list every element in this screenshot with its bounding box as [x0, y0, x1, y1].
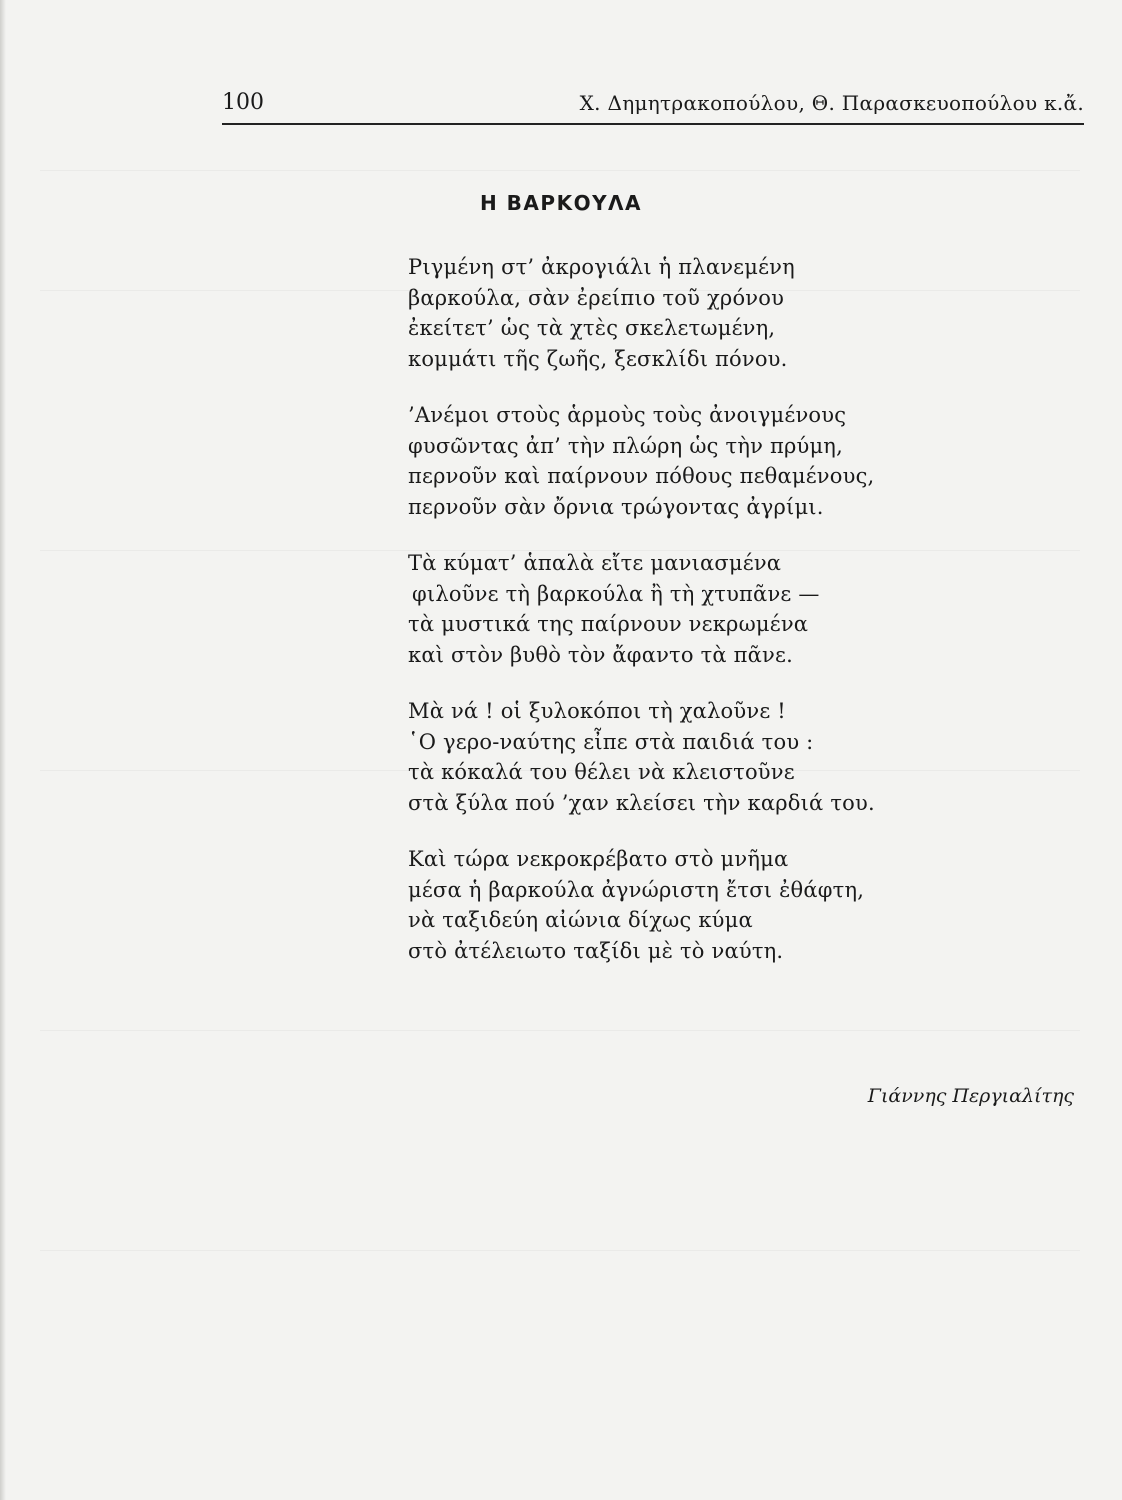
verse-line: ’Ανέμοι στοὺς ἁρμοὺς τοὺς ἀνοιγμένους [408, 403, 847, 427]
poem-body [408, 252, 968, 992]
poem-author: Γιάννης Περγιαλίτης [867, 1085, 1074, 1107]
verse-line: Μὰ νά ! οἱ ξυλοκόποι τὴ χαλοῦνε ! [408, 699, 786, 723]
page-binding-edge [0, 0, 6, 1500]
poem-title: Η ΒΑΡΚΟΥΛΑ [479, 191, 643, 215]
verse-line: περνοῦν καὶ παίρνουν πόθους πεθαμένους, [408, 464, 875, 488]
verse-line: Καὶ τώρα νεκροκρέβατο στὸ μνῆμα [408, 847, 789, 871]
stanza-1 [408, 252, 968, 374]
verse-line: Τὰ κύματ’ ἁπαλὰ εἴτε μανιασμένα [408, 551, 782, 575]
verse-line: φυσῶντας ἀπ’ τὴν πλώρη ὡς τὴν πρύμη, [408, 433, 843, 458]
stanza-4 [408, 696, 968, 818]
running-head: Χ. Δημητρακοπούλου, Θ. Παρασκευοπούλου κ.ἄ. [579, 91, 1084, 115]
stanza-5 [408, 844, 968, 966]
verse-line: βαρκούλα, σὰν ἐρείπιο τοῦ χρόνου [408, 285, 785, 310]
verse-line: περνοῦν σὰν ὄρνια τρώγοντας ἀγρίμι. [408, 494, 824, 519]
verse-line: νὰ ταξιδεύη αἰώνια δίχως κύμα [408, 908, 753, 932]
stanza-2 [408, 400, 968, 522]
stanza-3 [408, 548, 968, 670]
verse-line: καὶ στὸν βυθὸ τὸν ἄφαντο τὰ πᾶνε. [408, 642, 793, 667]
page-number: 100 [222, 90, 264, 115]
verse-line: μέσα ἡ βαρκούλα ἀγνώριστη ἔτσι ἐθάφτη, [408, 877, 865, 902]
verse-line: κομμάτι τῆς ζωῆς, ξεσκλίδι πόνου. [408, 346, 788, 371]
verse-line: στὰ ξύλα πού ’χαν κλείσει τὴν καρδιά του. [408, 790, 875, 815]
header-rule [222, 123, 1084, 125]
verse-line: στὸ ἀτέλειωτο ταξίδι μὲ τὸ ναύτη. [408, 938, 784, 963]
verse-line: ῾Ο γερο-ναύτης εἶπε στὰ παιδιά του : [408, 729, 814, 754]
verse-line: ἐκείτετ’ ὡς τὰ χτὲς σκελετωμένη, [408, 316, 776, 340]
verse-line: φιλοῦνε τὴ βαρκούλα ἢ τὴ χτυπᾶνε — [412, 581, 820, 606]
verse-line: Ριγμένη στ’ ἀκρογιάλι ἡ πλανεμένη [408, 255, 795, 279]
verse-line: τὰ μυστικά της παίρνουν νεκρωμένα [408, 612, 809, 636]
page-header [222, 88, 1084, 122]
verse-line: τὰ κόκαλά του θέλει νὰ κλειστοῦνε [408, 760, 795, 784]
